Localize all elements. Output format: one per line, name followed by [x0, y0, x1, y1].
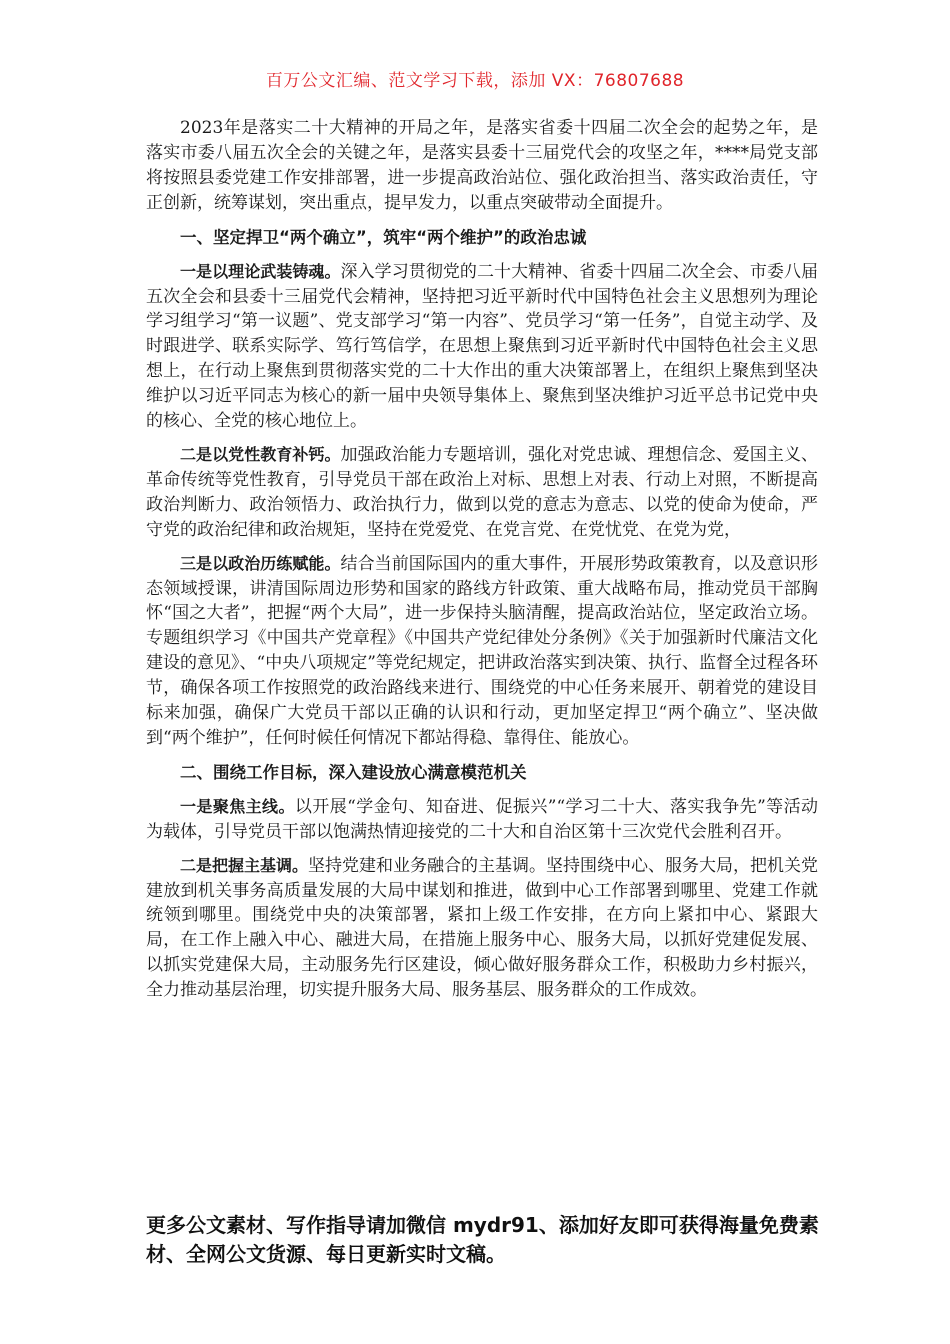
item-text: 结合当前国际国内的重大事件，开展形势政策教育，以及意识形态领域授课，讲清国际周边形势和国家的路线方针政策、重大战略布局，推动党员干部胸怀“国之大者”，把握“两个大局”，进一步保持头脑清醒，提高政治站位，坚定政治立场。专题组织学习《中国共产党章程》《中国共产党纪律处分条例》《关于加强新时代廉洁文化建设的意见》、“中央八项规定”等党纪规定，把讲政治落实到决策、执行、监督全过程各环节，确保各项工作按照党的政治路线来进行、围绕党的中心任务来展开、朝着党的建设目标来加强，确保广大党员干部以正确的认识和行动，更加坚定捍卫“两个确立”、坚决做到“两个维护”，任何时候任何情况下都站得稳、靠得住、能放心。 [146, 553, 818, 748]
promo-footer: 更多公文素材、写作指导请加微信 mydr91、添加好友即可获得海量免费素材、全网公文货源、每日更新实时文稿。 [146, 1213, 819, 1266]
item-lead: 三是以政治历练赋能。 [180, 553, 341, 573]
section-1-item-1 [146, 260, 818, 434]
section-2-item-1 [146, 795, 818, 845]
item-lead: 一是以理论武装铸魂。 [180, 261, 341, 281]
item-lead: 一是聚焦主线。 [180, 796, 295, 816]
document-body [146, 116, 818, 1012]
item-text: 加强政治能力专题培训，强化对党忠诚、理想信念、爱国主义、革命传统等党性教育，引导党员干部在政治上对标、思想上对表、行动上对照，不断提高政治判断力、政治领悟力、政治执行力，做到以党的意志为意志、以党的使命为使命，严守党的政治纪律和政治规矩，坚持在党爱党、在党言党、在党忧党、在党为党， [146, 444, 818, 540]
section-2-heading: 二、围绕工作目标，深入建设放心满意模范机关 [180, 762, 527, 782]
item-lead: 二是把握主基调。 [180, 855, 309, 875]
section-1-item-2 [146, 443, 818, 543]
section-1-item-3 [146, 552, 818, 751]
item-text: 以开展“学金句、知奋进、促振兴”“学习二十大、落实我争先”等活动为载体，引导党员干部以饱满热情迎接党的二十大和自治区第十三次党代会胜利召开。 [146, 796, 818, 842]
item-text: 坚持党建和业务融合的主基调。坚持围绕中心、服务大局，把机关党建放到机关事务高质量发展的大局中谋划和推进，做到中心工作部署到哪里、党建工作就统领到哪里。围绕党中央的决策部署，紧扣上级工作安排，在方向上紧扣中心、紧跟大局，在工作上融入中心、融进大局，在措施上服务中心、服务大局，以抓好党建促发展、以抓实党建保大局，主动服务先行区建设，倾心做好服务群众工作，积极助力乡村振兴，全力推动基层治理，切实提升服务大局、服务基层、服务群众的工作成效。 [146, 855, 819, 1001]
section-2-item-2 [146, 854, 818, 1003]
item-lead: 二是以党性教育补钙。 [180, 444, 341, 464]
promo-header: 百万公文汇编、范文学习下载，添加 VX：76807688 [265, 71, 685, 91]
item-text: 深入学习贯彻党的二十大精神、省委十四届二次全会、市委八届五次全会和县委十三届党代会精神，坚持把习近平新时代中国特色社会主义思想列为理论学习组学习“第一议题”、党支部学习“第一内容”、党员学习“第一任务”，自觉主动学、及时跟进学、联系实际学、笃行笃信学，在思想上聚焦到习近平新时代中国特色社会主义思想上，在行动上聚焦到贯彻落实党的二十大作出的重大决策部署上，在组织上聚焦到坚决维护以习近平同志为核心的新一届中央领导集体上、聚焦到坚决维护习近平总书记党中央的核心、全党的核心地位上。 [146, 261, 818, 432]
section-1-heading: 一、坚定捍卫“两个确立”，筑牢“两个维护”的政治忠诚 [180, 227, 587, 247]
intro-paragraph: 2023年是落实二十大精神的开局之年，是落实省委十四届二次全会的起势之年，是落实市委八届五次全会的关键之年，是落实县委十三届党代会的攻坚之年，****局党支部将按照县委党建工作安排部署，进一步提高政治站位、强化政治担当、落实政治责任，守正创新，统筹谋划，突出重点，提早发力，以重点突破带动全面提升。 [146, 118, 818, 213]
